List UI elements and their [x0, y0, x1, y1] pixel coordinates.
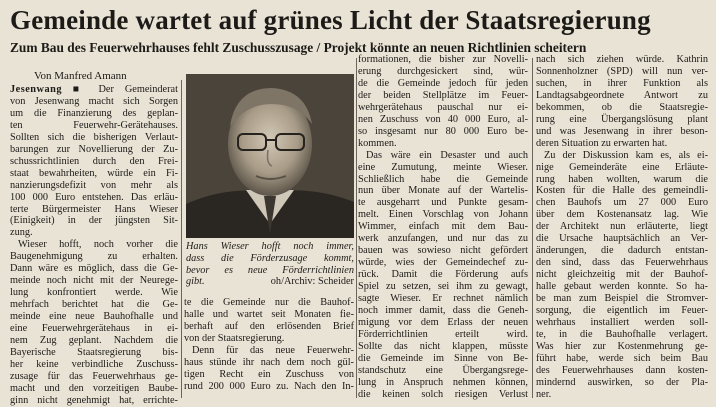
text-line: nun über Monate auf der Wartelis-	[358, 185, 528, 197]
article-column-1	[10, 84, 178, 407]
text-line: zusage für das Feuerwehrhaus ge-	[10, 370, 178, 382]
headline: Gemeinde wartet auf grünes Licht der Staatsregierung	[10, 5, 651, 35]
text-line: tigen Recht ein Zuschuss von	[184, 368, 354, 380]
text-line: Bayerische Staatsregierung bis-	[10, 346, 178, 358]
text-line: mindernd auswirken, so der Pla-	[536, 376, 708, 388]
text-line: Landtagsabgeordnete Antwort zu	[536, 89, 708, 101]
text-line: und was Jesenwang in ihrer beson-	[536, 125, 708, 137]
text-line: suchen, in ihrer Funktion als	[536, 77, 708, 89]
text-line: Das wäre ein Desaster und auch	[366, 149, 528, 161]
text-line: meinde eine neue Bauhofhalle und	[10, 311, 178, 323]
text-line: meinde noch nicht mit der Neurege-	[10, 275, 178, 287]
text-line: halle gebaut werden konnte. So ha-	[536, 281, 708, 293]
text-line: änderungen, die dadurch entstan-	[536, 245, 708, 257]
text-line: mehrfach berichtet hat die Ge-	[10, 299, 178, 311]
article-column-4	[536, 54, 708, 401]
text-line	[10, 84, 178, 96]
caption-line: bevor es neue Förderrichtlinien	[186, 264, 354, 276]
text-line: der beiden Stellplätze im Feuer-	[358, 89, 528, 101]
text-line: nige Gemeinderäte eine Erläute-	[536, 161, 708, 173]
text-line: schussrichtlinien durch den Frei-	[10, 155, 178, 167]
subheadline: Zum Bau des Feuerwehrhauses fehlt Zuschusszusage / Projekt könnte an neuen Richtlinien scheitern	[10, 40, 587, 55]
text-line: werk anzufangen, und nur das zu	[358, 233, 528, 245]
text-line: chen Bauhofs um 27 000 Euro	[536, 197, 708, 209]
text-line: nach sich ziehen würde. Kathrin	[536, 54, 708, 65]
photo-caption	[186, 241, 354, 288]
text-line: ginn nicht genehmigt hat, errichte-	[10, 394, 178, 406]
text-line: te ausgeharrt und Punkte gesam-	[358, 197, 528, 209]
article-column-3	[358, 54, 528, 401]
text-line: wehrhaus installiert werden soll-	[536, 316, 708, 328]
text-line: erung durchgesickert sind, wür-	[358, 65, 528, 77]
text-line: noch immer damit, dass die Geneh-	[358, 305, 528, 317]
text-line: von der Staatsregierung.	[184, 332, 285, 344]
text-line: Schließlich habe die Gemeinde	[358, 173, 528, 185]
byline: Von Manfred Amann	[34, 70, 127, 82]
text-line-content: ■ Der Gemeinderat	[72, 84, 178, 95]
text-line: be man zum Beispiel die Stromver-	[536, 293, 708, 305]
text-line: die Ursache hauptsächlich an Ver-	[536, 233, 708, 245]
text-line: sagte Wieser. Er rechnet nämlich	[358, 293, 528, 305]
text-line: des Feuerwehrhauses dann kosten-	[536, 364, 708, 376]
text-line: so insgesamt nur 80 000 Euro be-	[358, 125, 528, 137]
column-rule-3	[532, 58, 533, 398]
text-line: bauen was sowieso nicht gefördert	[358, 245, 528, 257]
text-line: den sind, dass das Feuerwehrhaus	[536, 257, 708, 269]
text-line: (Einigkeit) in der jüngsten Sit-	[10, 215, 178, 227]
text-line: her keine verbindliche Zuschuss-	[10, 358, 178, 370]
text-line: halle und wartet seit Monaten fie-	[184, 308, 354, 320]
text-line: rück. Damit die Förderung aufs	[358, 269, 528, 281]
column-rule-2	[356, 58, 357, 398]
photo-credit: oh/Archiv: Scheider	[270, 276, 354, 288]
text-line: Wimmer, einfach mit dem Bau-	[358, 221, 528, 233]
text-line: macht und den vorzeitigen Baube-	[10, 382, 178, 394]
text-line: würde, wies der Gemeindechef zu-	[358, 257, 528, 269]
text-line: nen Zuschuss von 40 000 Euro, al-	[358, 113, 528, 125]
text-line: lung in Anspruch nehmen können,	[358, 376, 528, 388]
text-line: melt. Einen Vorschlag von Johann	[358, 209, 528, 221]
text-line: rung eine Übergangslösung plant	[536, 113, 708, 125]
text-line: deren Situation zu erwarten hat.	[536, 137, 668, 149]
text-line: nanzierungsdefizit von mehr als	[10, 179, 178, 191]
text-line: Denn für das neue Feuerwehr-	[192, 344, 354, 356]
text-line: um die Finanzierung des geplan-	[10, 107, 178, 119]
text-line: de die Gemeinde jedoch für jeden	[358, 77, 528, 89]
text-line: Wieser hofft, noch vorher die	[18, 239, 178, 251]
text-line: kommen.	[358, 137, 397, 149]
text-line: Dann wäre es möglich, dass die Ge-	[10, 263, 178, 275]
text-line: lung konfrontiert werde. Wie	[10, 287, 178, 299]
caption-line	[186, 276, 354, 288]
text-line: Förderrichtlinien erteilt wird.	[358, 328, 528, 340]
text-line: die Gemeinde im Sinne von Be-	[358, 352, 528, 364]
text-line: staat bewahrheiten, würde ein Fi-	[10, 167, 178, 179]
portrait-photo	[186, 74, 354, 238]
text-line: rund 200 000 Euro zu. Nach den In-	[184, 380, 354, 392]
text-line: über dem Kostenansatz lag. Wie	[536, 209, 708, 221]
text-line: nem Zug geplant. Nachdem die	[10, 335, 178, 347]
text-line: te, in die Bauhofhalle verlagert.	[536, 328, 708, 340]
dateline: Jesenwang	[10, 84, 62, 95]
text-line: zung.	[10, 227, 33, 239]
text-line: Sonnenholzner (SPD) will nun ver-	[536, 65, 708, 77]
text-line: Spiel zu setzen, sei ihm zu gewagt,	[358, 281, 528, 293]
text-line: barungen zur Novellierung der Zu-	[10, 143, 178, 155]
text-line: terte Bürgermeister Hans Wieser	[10, 203, 178, 215]
text-line: Zu der Diskussion kam es, als ei-	[544, 149, 708, 161]
text-line: rung haben wollten, warum die	[536, 173, 708, 185]
text-line: Was hier zur Kostenmehrung ge-	[536, 340, 708, 352]
caption-line: Hans Wieser hofft noch immer,	[186, 241, 354, 252]
text-line: eine Feuerwehrgerätehaus in ei-	[10, 323, 178, 335]
text-line: von Jesenwang macht sich Sorgen	[10, 95, 178, 107]
column-rule-1	[181, 80, 182, 398]
text-line: ten Feuerwehr-Gerätehauses.	[10, 119, 178, 131]
caption-line-end: gibt.	[186, 276, 205, 288]
text-line: wehrgerätehaus pauschal nur ei-	[358, 101, 528, 113]
text-line: eine Zumutung, meinte Wieser.	[358, 161, 528, 173]
portrait-illustration	[186, 74, 354, 238]
text-line: nicht gleichzeitig mit der Bauhof-	[536, 269, 708, 281]
text-line: formationen, die bisher zur Novelli-	[358, 54, 528, 65]
caption-line: dass die Förderzusage kommt,	[186, 252, 354, 264]
text-line: standschutz eine Übergangsrege-	[358, 364, 528, 376]
article-column-2	[184, 297, 354, 393]
text-line: bekommen, ob die Staatsregie-	[536, 101, 708, 113]
text-line: 100 000 Euro entstehen. Das erläu-	[10, 191, 178, 203]
text-line: sorgung, die eigentlich im Feuer-	[536, 305, 708, 317]
text-line: Baugenehmigung zu erhalten.	[10, 251, 178, 263]
text-line: der Architekt nun erläuterte, liegt	[536, 221, 708, 233]
text-line: te die Gemeinde nur die Bauhof-	[184, 297, 354, 308]
text-line: Sollten sich die bisherigen Verlaut-	[10, 131, 178, 143]
text-line: haus stünde ihr nach dem noch gül-	[184, 356, 354, 368]
text-line: ner.	[536, 388, 552, 400]
text-line: migung vor dem Erlass der neuen	[358, 316, 528, 328]
text-line: Sollte das nicht klappen, müsste	[358, 340, 528, 352]
text-line: führt habe, werde sich beim Bau	[536, 352, 708, 364]
text-line: berhaft auf den erlösenden Brief	[184, 320, 354, 332]
text-line: die keinen solch riesigen Verlust	[358, 388, 528, 400]
text-line: Kosten für die Halle des gemeindli-	[536, 185, 708, 197]
